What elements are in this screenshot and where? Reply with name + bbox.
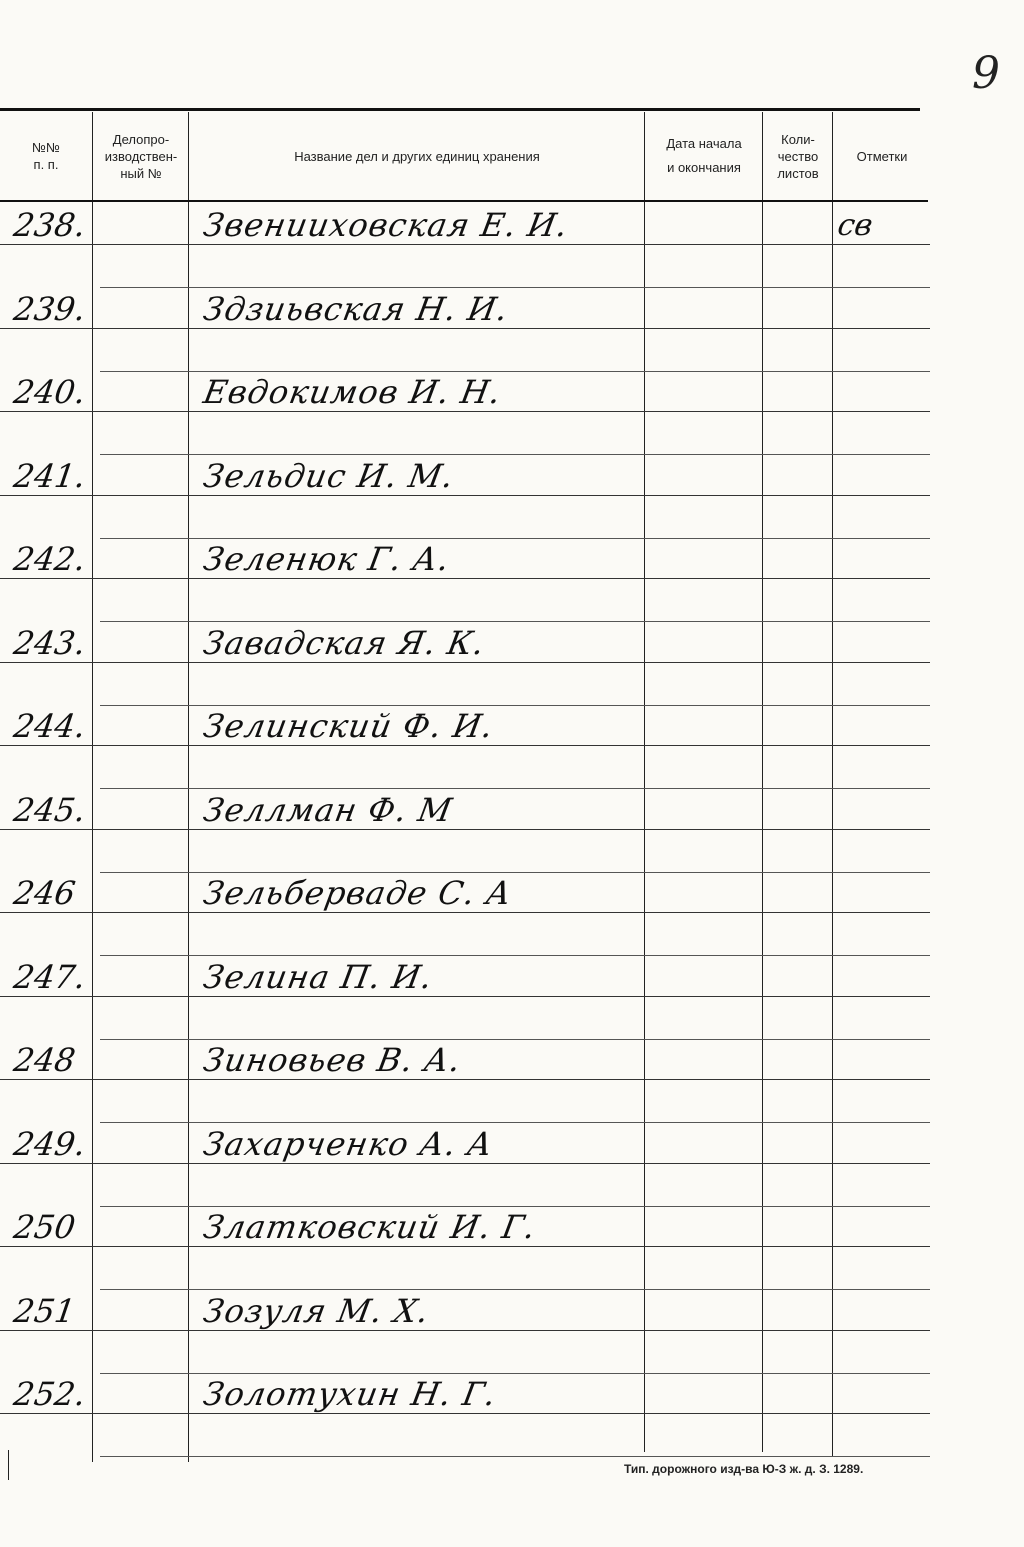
row-name: Зеленюк Г. А.: [200, 540, 454, 578]
row-rule: [0, 1079, 930, 1080]
column-divider: [832, 112, 833, 1457]
row-name: Звенииховская Е. И.: [200, 206, 572, 244]
row-rule: [100, 872, 930, 873]
row-rule: [100, 1373, 930, 1374]
row-number: 250: [11, 1208, 78, 1246]
top-rule: [0, 108, 920, 111]
row-name: Зельдис И. М.: [200, 456, 458, 495]
row-number: 242.: [11, 540, 88, 578]
row-rule: [100, 1289, 930, 1290]
header-name: Название дел и других единиц хранения: [294, 148, 540, 164]
row-rule: [0, 745, 930, 746]
row-number: 244.: [11, 707, 88, 745]
row-name: Зелинский Ф. И.: [200, 707, 497, 745]
header-dates: Дата начала и окончания: [666, 136, 742, 175]
row-rule: [100, 1039, 930, 1040]
row-name: Евдокимов И. Н.: [200, 373, 505, 411]
column-divider: [762, 112, 763, 1452]
header-notes: Отметки: [856, 148, 908, 164]
row-number: 243.: [11, 623, 88, 662]
row-number: 239.: [11, 289, 88, 328]
row-name: Зелина П. И.: [200, 957, 436, 996]
header-sheets: Коли- чество листов: [777, 131, 819, 181]
row-rule: [100, 287, 930, 288]
row-number: 238.: [11, 206, 88, 244]
row-name: Золотухин Н. Г.: [200, 1375, 500, 1413]
row-rule: [0, 1246, 930, 1247]
row-rule: [100, 1122, 930, 1123]
row-rule: [0, 411, 930, 412]
row-rule: [0, 244, 930, 245]
row-rule: [100, 788, 930, 789]
row-rule: [0, 912, 930, 913]
row-rule: [100, 1456, 930, 1457]
row-rule: [100, 454, 930, 455]
print-imprint: Тип. дорожного изд-ва Ю-З ж. д. З. 1289.: [624, 1462, 864, 1476]
row-note: св: [834, 208, 876, 243]
margin-line: [8, 1450, 9, 1480]
row-number: 245.: [11, 790, 88, 829]
row-number: 241.: [11, 456, 88, 495]
row-rule: [100, 705, 930, 706]
row-name: Захарченко А. А: [200, 1124, 497, 1163]
row-rule: [100, 538, 930, 539]
column-divider: [644, 112, 645, 1452]
row-rule: [100, 621, 930, 622]
row-number: 240.: [11, 373, 88, 411]
row-rule: [100, 955, 930, 956]
header-num: №№ п. п.: [32, 140, 60, 172]
row-name: Зозуля М. Х.: [200, 1291, 433, 1330]
row-number: 252.: [11, 1375, 88, 1413]
column-divider: [188, 112, 189, 1462]
row-number: 251: [11, 1291, 78, 1330]
row-number: 246: [11, 874, 78, 912]
row-number: 249.: [11, 1124, 88, 1163]
header-rule: [0, 200, 928, 202]
row-number: 248: [11, 1041, 78, 1079]
row-name: Здзиьвская Н. И.: [200, 289, 512, 328]
row-name: Завадская Я. К.: [200, 623, 488, 662]
row-rule: [0, 1413, 930, 1414]
header-office-num: Делопро- изводствен- ный №: [104, 131, 178, 181]
row-name: Зеллман Ф. М: [200, 790, 456, 829]
row-rule: [100, 1206, 930, 1207]
page-number: 9: [972, 48, 1000, 99]
row-rule: [0, 578, 930, 579]
row-name: Зиновьев В. А.: [200, 1041, 465, 1079]
row-name: Златковский И. Г.: [200, 1208, 540, 1246]
row-name: Зельберваде С. А: [200, 874, 516, 912]
row-number: 247.: [11, 957, 88, 996]
row-rule: [100, 371, 930, 372]
